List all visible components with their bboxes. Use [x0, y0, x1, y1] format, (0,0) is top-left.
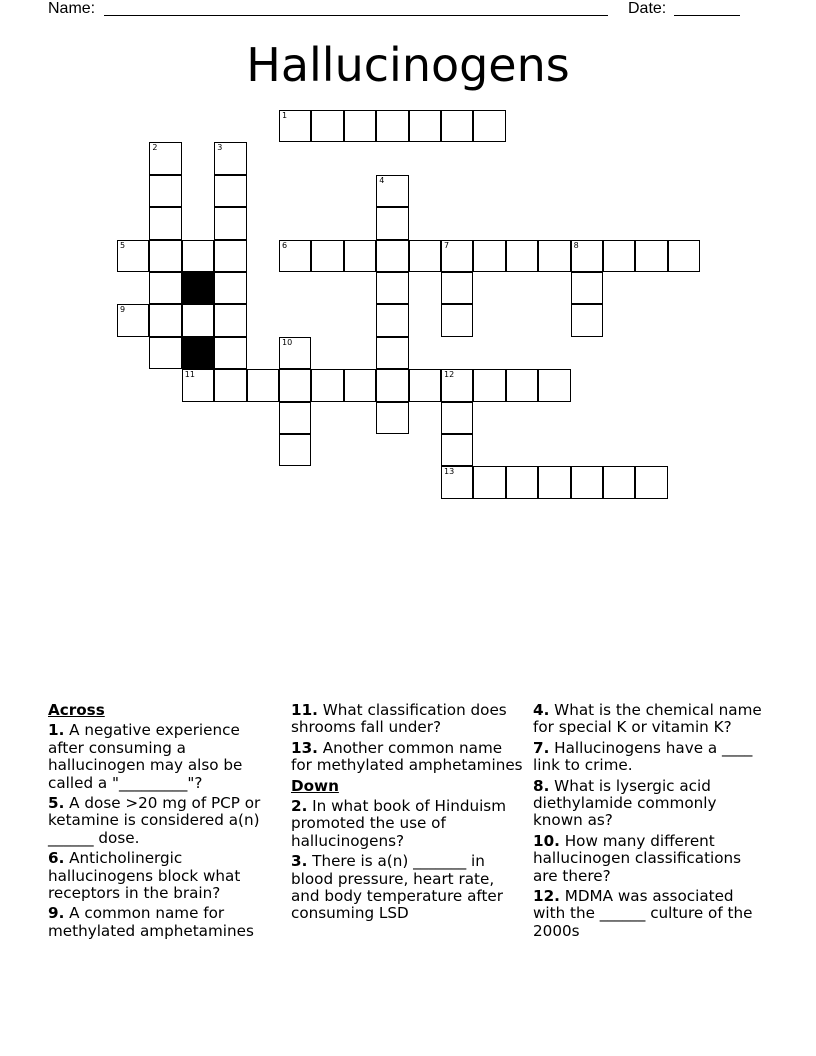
grid-cell[interactable]: [117, 304, 149, 336]
grid-cell[interactable]: [149, 240, 181, 272]
grid-cell[interactable]: [441, 272, 473, 304]
clue-text: A dose >20 mg of PCP or ketamine is considered a(n) ______ dose.: [48, 794, 261, 847]
clue-column-1: [48, 702, 280, 943]
grid-cell[interactable]: [214, 304, 246, 336]
clue-number: 12.: [533, 887, 560, 906]
clue-across-1: [48, 722, 280, 792]
grid-cell[interactable]: [571, 272, 603, 304]
grid-cell[interactable]: [441, 466, 473, 498]
clue-across-6: [48, 850, 280, 902]
clue-text: How many different hallucinogen classifications are there?: [533, 831, 742, 885]
grid-cell[interactable]: [214, 207, 246, 239]
grid-cell[interactable]: [279, 110, 311, 142]
clue-text: A common name for methylated amphetamines: [48, 904, 254, 940]
grid-cell[interactable]: [441, 110, 473, 142]
grid-cell[interactable]: [214, 240, 246, 272]
cell-number: 5: [120, 240, 126, 250]
grid-cell[interactable]: [441, 402, 473, 434]
clue-number: 5.: [48, 794, 65, 813]
grid-cell[interactable]: [376, 369, 408, 401]
cell-number: 6: [282, 240, 288, 250]
grid-cell[interactable]: [473, 369, 505, 401]
grid-cell[interactable]: [149, 272, 181, 304]
clue-number: 11.: [291, 701, 318, 719]
grid-cell[interactable]: [376, 207, 408, 239]
cell-number: 11: [184, 370, 195, 380]
clue-down-2: [291, 798, 523, 850]
clue-column-3: [533, 702, 765, 943]
clue-text: Anticholinergic hallucinogens block what receptors in the brain?: [48, 849, 241, 903]
grid-cell[interactable]: [376, 240, 408, 272]
clue-down-10: [533, 833, 765, 885]
grid-cell[interactable]: [149, 337, 181, 369]
cell-number: 12: [444, 370, 455, 380]
grid-cell[interactable]: [311, 369, 343, 401]
grid-cell[interactable]: [668, 240, 700, 272]
grid-cell[interactable]: [538, 369, 570, 401]
clue-number: 1.: [48, 721, 65, 740]
clue-text: There is a(n) _______ in blood pressure, heart rate, and body temperature after consuming LSD: [291, 852, 504, 923]
grid-cell[interactable]: [149, 207, 181, 239]
grid-cell[interactable]: [473, 240, 505, 272]
grid-cell[interactable]: [409, 369, 441, 401]
grid-cell[interactable]: [409, 110, 441, 142]
clue-text: Hallucinogens have a ____ link to crime.: [533, 738, 753, 775]
grid-cell[interactable]: [473, 466, 505, 498]
clue-down-8: [533, 778, 765, 830]
grid-cell[interactable]: [279, 240, 311, 272]
cell-number: 9: [120, 305, 126, 315]
grid-cell[interactable]: [182, 369, 214, 401]
grid-cell[interactable]: [506, 240, 538, 272]
grid-cell[interactable]: [214, 369, 246, 401]
grid-cell[interactable]: [376, 110, 408, 142]
grid-cell[interactable]: [344, 240, 376, 272]
cell-number: 7: [444, 240, 450, 250]
grid-cell[interactable]: [279, 337, 311, 369]
grid-cell[interactable]: [635, 466, 667, 498]
grid-cell[interactable]: [149, 142, 181, 174]
grid-cell[interactable]: [603, 240, 635, 272]
clue-number: 4.: [533, 701, 550, 719]
clue-number: 7.: [533, 738, 550, 757]
cell-number: 4: [379, 175, 385, 185]
grid-cell[interactable]: [571, 240, 603, 272]
cell-number: 2: [152, 143, 158, 153]
page-title: Hallucinogens: [246, 38, 570, 92]
grid-cell[interactable]: [182, 304, 214, 336]
grid-cell[interactable]: [214, 175, 246, 207]
across-heading: Across: [48, 701, 105, 719]
clue-down-12: [533, 888, 765, 940]
clue-text: In what book of Hinduism promoted the use of hallucinogens?: [291, 797, 507, 850]
date-label: Date:: [628, 0, 667, 17]
name-label: Name:: [48, 0, 96, 17]
grid-cell[interactable]: [506, 466, 538, 498]
clue-number: 6.: [48, 849, 65, 868]
grid-cell[interactable]: [441, 304, 473, 336]
grid-cell[interactable]: [441, 369, 473, 401]
cell-number: 1: [282, 111, 288, 120]
clue-number: 13.: [291, 738, 318, 757]
clue-across-9: [48, 905, 280, 940]
clue-text: Another common name for methylated amphetamines: [291, 738, 523, 775]
clue-down-4: [533, 702, 765, 737]
grid-cell[interactable]: [571, 304, 603, 336]
clue-number: 3.: [291, 852, 308, 871]
clue-text: A negative experience after consuming a hallucinogen may also be called a "_________"?: [48, 721, 243, 792]
clue-text: What is the chemical name for special K or vitamin K?: [533, 701, 762, 737]
clue-text: MDMA was associated with the ______ culture of the 2000s: [533, 887, 753, 940]
grid-cell[interactable]: [409, 240, 441, 272]
grid-cell[interactable]: [376, 272, 408, 304]
grid-block: [182, 337, 214, 369]
clue-number: 8.: [533, 776, 550, 795]
grid-cell[interactable]: [376, 304, 408, 336]
grid-cell[interactable]: [149, 304, 181, 336]
grid-cell[interactable]: [182, 240, 214, 272]
grid-cell[interactable]: [279, 369, 311, 401]
grid-cell[interactable]: [603, 466, 635, 498]
grid-cell[interactable]: [538, 240, 570, 272]
clue-across-13: [291, 740, 523, 775]
grid-cell[interactable]: [311, 110, 343, 142]
grid-block: [182, 272, 214, 304]
grid-cell[interactable]: [247, 369, 279, 401]
grid-cell[interactable]: [376, 337, 408, 369]
clue-across-5: [48, 795, 280, 847]
grid-cell[interactable]: [311, 240, 343, 272]
clue-text: What classification does shrooms fall under?: [291, 701, 507, 737]
clue-column-2: [291, 702, 523, 926]
grid-cell[interactable]: [506, 369, 538, 401]
grid-cell[interactable]: [473, 110, 505, 142]
clue-number: 2.: [291, 797, 308, 816]
grid-cell[interactable]: [117, 240, 149, 272]
grid-cell[interactable]: [214, 337, 246, 369]
clue-across-11: [291, 702, 523, 737]
grid-cell[interactable]: [635, 240, 667, 272]
clue-down-7: [533, 740, 765, 775]
clue-down-3: [291, 853, 523, 923]
grid-cell[interactable]: [344, 110, 376, 142]
grid-cell[interactable]: [376, 175, 408, 207]
cell-number: 3: [217, 143, 223, 153]
cell-number: 8: [573, 240, 579, 250]
grid-cell[interactable]: [149, 175, 181, 207]
grid-cell[interactable]: [279, 434, 311, 466]
cell-number: 10: [282, 337, 293, 347]
cell-number: 13: [444, 467, 455, 477]
grid-cell[interactable]: [376, 402, 408, 434]
clue-number: 9.: [48, 904, 65, 923]
grid-cell[interactable]: [214, 272, 246, 304]
clue-text: What is lysergic acid diethylamide commonly known as?: [533, 776, 717, 830]
grid-cell[interactable]: [279, 402, 311, 434]
down-heading: Down: [291, 776, 339, 795]
grid-cell[interactable]: [344, 369, 376, 401]
grid-cell[interactable]: [214, 142, 246, 174]
grid-cell[interactable]: [441, 240, 473, 272]
grid-cell[interactable]: [441, 434, 473, 466]
grid-cell[interactable]: [538, 466, 570, 498]
grid-cell[interactable]: [571, 466, 603, 498]
clue-number: 10.: [533, 831, 560, 850]
